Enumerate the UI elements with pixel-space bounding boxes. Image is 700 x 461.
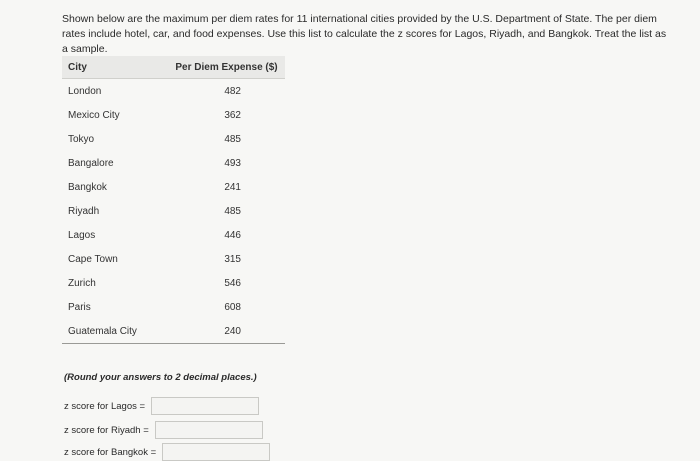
table-row (62, 151, 285, 175)
city-cell: Lagos (68, 229, 96, 241)
header-city: City (62, 56, 168, 79)
city-cell: Cape Town (68, 253, 118, 265)
lagos-answer-row (64, 397, 259, 415)
expense-cell: 241 (224, 181, 241, 193)
city-cell: Guatemala City (62, 319, 168, 344)
expense-cell: 608 (224, 301, 241, 313)
city-cell: Mexico City (68, 109, 120, 121)
city-cell: Zurich (68, 277, 96, 289)
table-row (62, 175, 285, 199)
header-expense: Per Diem Expense ($) (168, 56, 285, 79)
city-cell: Bangkok (68, 181, 107, 193)
expense-cell: 446 (224, 229, 241, 241)
city-cell: Tokyo (68, 133, 95, 145)
per-diem-table (62, 56, 285, 344)
rounding-instruction: (Round your answers to 2 decimal places.) (64, 372, 257, 383)
table-row (62, 199, 285, 223)
expense-cell: 315 (224, 253, 241, 265)
bangkok-label: z score for Bangkok = (64, 446, 157, 458)
city-cell: Bangalore (68, 157, 114, 169)
table-row (62, 127, 285, 151)
table-row (62, 103, 285, 127)
expense-cell: 240 (168, 319, 285, 344)
table-row (62, 295, 285, 319)
table-row (62, 271, 285, 295)
riyadh-answer-row (64, 421, 263, 439)
table-row (62, 247, 285, 271)
expense-cell: 546 (224, 277, 241, 289)
riyadh-z-input[interactable] (155, 421, 263, 439)
table-row (62, 79, 285, 104)
lagos-z-input[interactable] (151, 397, 259, 415)
table-row (62, 223, 285, 247)
table-header-row (62, 56, 285, 79)
expense-cell: 485 (224, 205, 241, 217)
expense-cell: 485 (224, 133, 241, 145)
lagos-label: z score for Lagos = (64, 400, 146, 412)
question-intro: Shown below are the maximum per diem rates for 11 international cities provided by the U.S. Department of State. The per diem rates include hotel, car, and food expenses. Use this list to calculate the z scores for Lagos, Riyadh, and Bangkok. Treat the list as a sample. (62, 13, 667, 55)
expense-cell: 362 (224, 109, 241, 121)
expense-cell: 493 (224, 157, 241, 169)
bangkok-z-input[interactable] (162, 443, 270, 461)
city-cell: Paris (68, 301, 91, 313)
expense-cell: 482 (224, 85, 241, 97)
riyadh-label: z score for Riyadh = (64, 424, 149, 436)
table-row (62, 319, 285, 344)
city-cell: London (68, 85, 102, 97)
city-cell: Riyadh (68, 205, 100, 217)
bangkok-answer-row (64, 443, 270, 461)
